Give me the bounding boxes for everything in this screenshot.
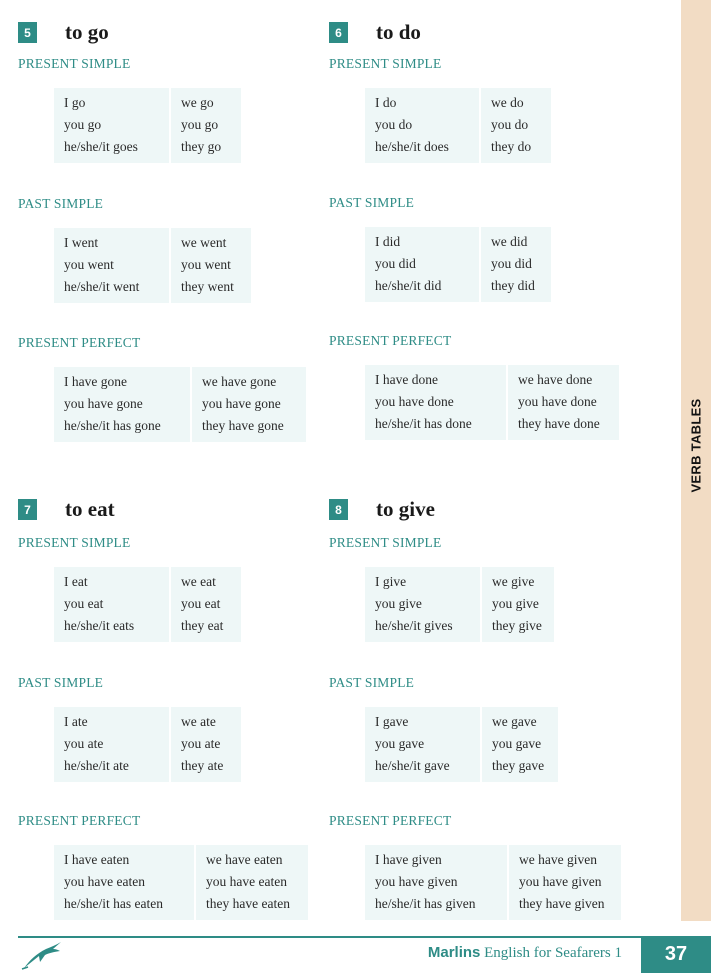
section-title: PAST SIMPLE <box>18 196 104 211</box>
conjugation-form: they have eaten <box>206 896 290 911</box>
conjugation-form: you give <box>492 596 539 611</box>
section-present-perfect <box>329 813 605 911</box>
footer-title: English for Seafarers 1 <box>484 945 622 961</box>
plural-column <box>508 365 619 440</box>
conjugation-form: I went <box>64 235 99 250</box>
verb-block-to-eat <box>18 497 318 917</box>
plural-column <box>171 567 241 642</box>
conjugation-table <box>54 707 241 782</box>
conjugation-form: we give <box>492 574 535 589</box>
conjugation-form: I have eaten <box>64 852 130 867</box>
conjugation-form: I have gone <box>64 374 127 389</box>
conjugation-form: you ate <box>64 736 104 751</box>
section-present-simple <box>329 535 542 633</box>
conjugation-form: we eat <box>181 574 216 589</box>
footer-rule <box>18 936 641 938</box>
conjugation-table <box>54 228 251 303</box>
conjugation-form: he/she/it ate <box>64 758 129 773</box>
verb-title: to go <box>65 20 109 44</box>
plural-column <box>171 228 251 303</box>
conjugation-form: we have done <box>518 372 593 387</box>
conjugation-form: he/she/it goes <box>64 139 138 154</box>
side-label <box>681 390 711 500</box>
singular-column <box>54 707 169 782</box>
conjugation-form: we have gone <box>202 374 277 389</box>
conjugation-form: you have gone <box>64 396 143 411</box>
conjugation-form: he/she/it gives <box>375 618 453 633</box>
footer-brand: Marlins <box>427 944 481 961</box>
singular-column <box>54 367 190 442</box>
plural-column <box>482 707 558 782</box>
conjugation-form: we go <box>181 95 214 110</box>
conjugation-form: you do <box>375 117 413 132</box>
conjugation-form: I go <box>64 95 86 110</box>
verb-block-to-go <box>18 20 318 440</box>
section-present-perfect <box>18 813 290 911</box>
conjugation-form: I gave <box>375 714 409 729</box>
conjugation-form: we went <box>181 235 227 250</box>
conjugation-form: you gave <box>375 736 425 751</box>
section-present-simple <box>18 535 224 633</box>
conjugation-form: I ate <box>64 714 88 729</box>
conjugation-form: they eat <box>181 618 224 633</box>
conjugation-form: you did <box>491 256 532 271</box>
verb-title: to do <box>376 20 421 44</box>
conjugation-form: I give <box>375 574 407 589</box>
section-title: PRESENT PERFECT <box>329 813 452 828</box>
conjugation-table <box>365 227 551 302</box>
conjugation-table <box>54 845 308 920</box>
conjugation-table <box>54 367 306 442</box>
conjugation-form: he/she/it has eaten <box>64 896 163 911</box>
conjugation-form: they ate <box>181 758 224 773</box>
section-present-perfect <box>329 333 600 431</box>
conjugation-form: you have eaten <box>64 874 145 889</box>
plural-column <box>482 567 554 642</box>
conjugation-form: he/she/it eats <box>64 618 135 633</box>
verb-number-badge: 6 <box>329 22 348 43</box>
conjugation-form: I do <box>375 95 397 110</box>
section-title: PRESENT SIMPLE <box>18 535 131 550</box>
section-present-simple <box>18 56 222 154</box>
conjugation-form: he/she/it has done <box>375 416 472 431</box>
conjugation-form: we did <box>491 234 528 249</box>
conjugation-form: they gave <box>492 758 545 773</box>
conjugation-form: you have gone <box>202 396 281 411</box>
plural-column <box>481 88 551 163</box>
section-present-perfect <box>18 335 284 433</box>
plural-column <box>196 845 308 920</box>
conjugation-form: they have done <box>518 416 600 431</box>
plural-column <box>481 227 551 302</box>
singular-column <box>365 845 507 920</box>
conjugation-form: they do <box>491 139 532 154</box>
singular-column <box>54 228 169 303</box>
conjugation-form: he/she/it has given <box>375 896 476 911</box>
conjugation-form: you give <box>375 596 422 611</box>
footer-book-title <box>360 944 622 962</box>
section-title: PRESENT SIMPLE <box>329 535 442 550</box>
conjugation-form: you went <box>181 257 231 272</box>
conjugation-form: you go <box>181 117 219 132</box>
conjugation-form: you gave <box>492 736 542 751</box>
section-title: PRESENT SIMPLE <box>18 56 131 71</box>
conjugation-table <box>365 845 621 920</box>
conjugation-form: you have done <box>375 394 454 409</box>
verb-header <box>329 497 435 522</box>
plural-column <box>171 707 241 782</box>
section-past-simple <box>329 675 545 773</box>
conjugation-form: they give <box>492 618 542 633</box>
conjugation-form: they go <box>181 139 222 154</box>
conjugation-form: they went <box>181 279 234 294</box>
verb-header <box>18 497 115 522</box>
verb-number-badge: 7 <box>18 499 37 520</box>
conjugation-form: I have given <box>375 852 442 867</box>
section-past-simple <box>18 675 224 773</box>
conjugation-form: you have given <box>519 874 602 889</box>
conjugation-form: you go <box>64 117 102 132</box>
plural-column <box>509 845 621 920</box>
conjugation-form: you went <box>64 257 114 272</box>
conjugation-table <box>365 88 551 163</box>
conjugation-table <box>54 88 241 163</box>
verb-number-badge: 8 <box>329 499 348 520</box>
conjugation-form: he/she/it does <box>375 139 449 154</box>
verb-block-to-give <box>329 497 674 917</box>
verb-number-badge: 5 <box>18 22 37 43</box>
conjugation-form: I eat <box>64 574 88 589</box>
section-title: PRESENT SIMPLE <box>329 56 442 71</box>
section-title: PRESENT PERFECT <box>18 335 141 350</box>
singular-column <box>54 845 194 920</box>
conjugation-form: you ate <box>181 736 221 751</box>
section-past-simple <box>18 196 234 294</box>
conjugation-form: we do <box>491 95 524 110</box>
verb-header <box>18 20 109 45</box>
conjugation-form: you have done <box>518 394 597 409</box>
plural-column <box>192 367 306 442</box>
singular-column <box>54 88 169 163</box>
section-title: PAST SIMPLE <box>329 195 415 210</box>
singular-column <box>365 88 479 163</box>
singular-column <box>365 567 480 642</box>
conjugation-form: they have gone <box>202 418 284 433</box>
singular-column <box>365 227 479 302</box>
verb-header <box>329 20 421 45</box>
conjugation-form: you eat <box>64 596 104 611</box>
conjugation-form: we have eaten <box>206 852 283 867</box>
conjugation-form: you do <box>491 117 529 132</box>
verb-title: to eat <box>65 497 115 521</box>
conjugation-form: they did <box>491 278 535 293</box>
verb-block-to-do <box>329 20 674 440</box>
marlin-logo-icon <box>20 940 64 970</box>
section-title: PAST SIMPLE <box>329 675 415 690</box>
conjugation-form: I have done <box>375 372 438 387</box>
page-number: 37 <box>641 936 711 973</box>
section-past-simple <box>329 195 535 293</box>
conjugation-form: he/she/it went <box>64 279 140 294</box>
conjugation-form: we gave <box>492 714 537 729</box>
singular-column <box>54 567 169 642</box>
section-title: PRESENT PERFECT <box>329 333 452 348</box>
section-present-simple <box>329 56 532 154</box>
conjugation-form: I did <box>375 234 401 249</box>
conjugation-form: he/she/it has gone <box>64 418 161 433</box>
side-label-text: VERB TABLES <box>688 397 704 493</box>
conjugation-form: he/she/it gave <box>375 758 450 773</box>
section-title: PRESENT PERFECT <box>18 813 141 828</box>
conjugation-form: you have eaten <box>206 874 287 889</box>
conjugation-table <box>54 567 241 642</box>
verb-title: to give <box>376 497 435 521</box>
conjugation-form: they have given <box>519 896 605 911</box>
conjugation-form: you eat <box>181 596 221 611</box>
plural-column <box>171 88 241 163</box>
singular-column <box>365 365 506 440</box>
conjugation-form: you did <box>375 256 416 271</box>
conjugation-table <box>365 365 619 440</box>
section-title: PAST SIMPLE <box>18 675 104 690</box>
conjugation-form: we ate <box>181 714 216 729</box>
conjugation-form: he/she/it did <box>375 278 442 293</box>
singular-column <box>365 707 480 782</box>
conjugation-form: we have given <box>519 852 597 867</box>
conjugation-form: you have given <box>375 874 458 889</box>
conjugation-table <box>365 707 558 782</box>
conjugation-table <box>365 567 554 642</box>
